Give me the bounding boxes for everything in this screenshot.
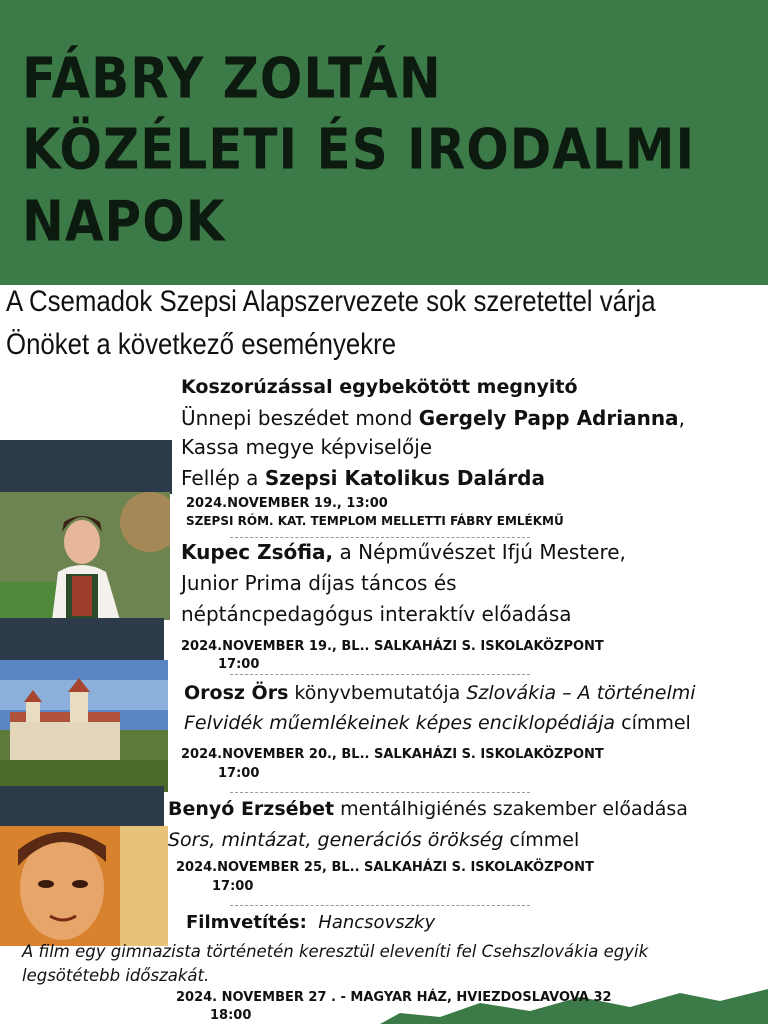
event2-time: 17:00 xyxy=(218,657,260,672)
event1-line3 xyxy=(181,466,545,490)
event3-line2-text: címmel xyxy=(615,712,691,734)
event1-line1-text: Ünnepi beszédet mond xyxy=(181,406,419,430)
event3-date-place: 2024.NOVEMBER 20., BL.. SALKAHÁZI S. ISKOLAKÖZPONT xyxy=(181,747,604,762)
dancer-illustration xyxy=(0,492,170,620)
intro-line-1: A Csemadok Szepsi Alapszervezete sok szeretettel várja xyxy=(6,285,656,318)
event4-line1-text: mentálhigiénés szakember előadása xyxy=(334,798,688,820)
header-torn-edge xyxy=(0,248,768,288)
event3-line1 xyxy=(184,682,696,704)
event1-line1-post: , xyxy=(678,406,685,430)
photo-dancer xyxy=(0,492,170,620)
event3-line1-text: könyvbemutatója xyxy=(288,682,467,704)
event4-line2 xyxy=(168,829,579,851)
event1-title: Koszorúzással egybekötött megnyitó xyxy=(181,376,578,398)
event4-line2-text: címmel xyxy=(503,829,580,851)
event4-date-place: 2024.NOVEMBER 25, BL.. SALKAHÁZI S. ISKOLAKÖZPONT xyxy=(176,860,594,875)
divider-3 xyxy=(230,792,530,793)
event5-film-title: Hancsovszky xyxy=(318,912,436,933)
divider-2 xyxy=(230,674,530,675)
brush-stroke-1 xyxy=(0,440,172,494)
event2-line3: néptáncpedagógus interaktív előadása xyxy=(181,602,572,626)
event1-speaker-name: Gergely Papp Adrianna xyxy=(418,406,679,430)
event3-book-title-2: Felvidék műemlékeinek képes enciklopédiája xyxy=(184,712,616,734)
event1-date: 2024.NOVEMBER 19., 13:00 xyxy=(186,496,388,511)
event2-date-place: 2024.NOVEMBER 19., BL.. SALKAHÁZI S. ISKOLAKÖZPONT xyxy=(181,639,604,654)
event3-time: 17:00 xyxy=(218,766,260,781)
event4-lecture-title: Sors, mintázat, generációs örökség xyxy=(168,829,504,851)
event1-line2: Kassa megye képviselője xyxy=(181,435,433,459)
event2-speaker-name: Kupec Zsófia, xyxy=(181,540,334,564)
title-line-1: FÁBRY ZOLTÁN xyxy=(22,46,442,111)
event5-desc-2: legsötétebb időszakát. xyxy=(22,966,210,985)
event1-choir-name: Szepsi Katolikus Dalárda xyxy=(264,466,545,490)
event2-line1-text: a Népművészet Ifjú Mestere, xyxy=(333,540,626,564)
event1-place: SZEPSI RÓM. KAT. TEMPLOM MELLETTI FÁBRY EMLÉKMŰ xyxy=(186,514,564,528)
event5-date-place: 2024. NOVEMBER 27 . - MAGYAR HÁZ, HVIEZDOSLAVOVA 32 xyxy=(176,990,612,1005)
event5-label: Filmvetítés: xyxy=(186,912,307,933)
event5-time: 18:00 xyxy=(210,1008,252,1023)
event5-line1 xyxy=(186,912,435,933)
title-line-3: NAPOK xyxy=(22,189,226,254)
photo-castle xyxy=(0,660,168,792)
event2-line1 xyxy=(181,540,626,564)
event2-line2: Junior Prima díjas táncos és xyxy=(181,571,457,595)
event4-speaker-name: Benyó Erzsébet xyxy=(168,798,335,820)
event4-line1 xyxy=(168,798,688,820)
event1-line1 xyxy=(181,406,685,430)
divider-4 xyxy=(230,905,530,906)
film-poster-illustration xyxy=(0,826,168,946)
divider-1 xyxy=(230,537,530,538)
intro-line-2: Önöket a következő eseményekre xyxy=(6,328,397,361)
event4-time: 17:00 xyxy=(212,879,254,894)
castle-illustration xyxy=(0,660,168,792)
event3-line2 xyxy=(184,712,691,734)
photo-film-poster xyxy=(0,826,168,946)
event5-desc-1: A film egy gimnazista történetén keresztül eleveníti fel Csehszlovákia egyik xyxy=(22,942,649,961)
event3-author-name: Orosz Örs xyxy=(184,682,289,704)
title-line-2: KÖZÉLETI ÉS IRODALMI xyxy=(22,117,696,182)
event1-line3-text: Fellép a xyxy=(181,466,265,490)
event3-book-title-1: Szlovákia – A történelmi xyxy=(466,682,696,704)
